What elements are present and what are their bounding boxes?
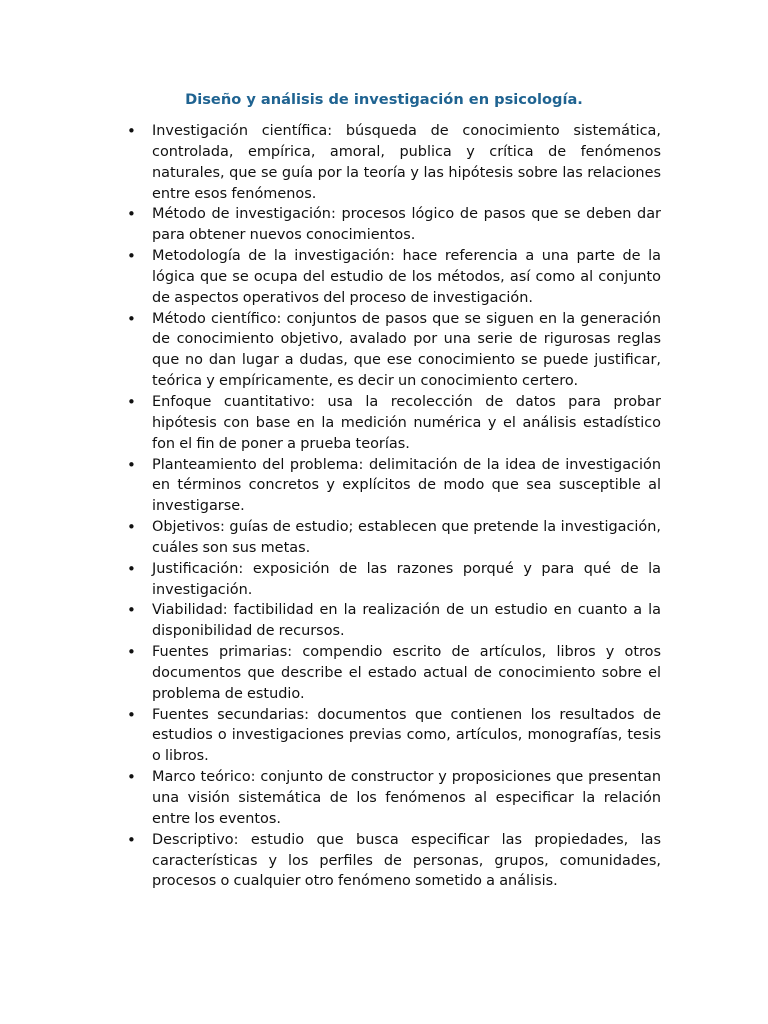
bullet-icon: • (127, 643, 136, 662)
bullet-icon: • (127, 830, 136, 849)
list-item-text: Descriptivo: estudio que busca especificar las propiedades, las características y los perfiles de personas, grupos, comunidades, procesos o cualquier otro fenómeno sometido a análisis. (152, 831, 661, 890)
bullet-icon: • (127, 559, 136, 578)
definition-list (127, 121, 661, 892)
list-item-text: Método científico: conjuntos de pasos que se siguen en la generación de conocimiento objetivo, avalado por una serie de rigurosas reglas que no dan lugar a dudas, que ese conocimiento se puede justificar, teórica y empíricamente, es decir un conocimiento certero. (152, 310, 661, 390)
list-item (127, 204, 661, 246)
list-item (127, 455, 661, 518)
list-item-text: Marco teórico: conjunto de constructor y proposiciones que presentan una visión sistemática de los fenómenos al especificar la relación entre los eventos. (152, 769, 661, 827)
list-item (127, 309, 661, 392)
list-item (127, 559, 661, 601)
list-item (127, 642, 661, 705)
list-item-text: Objetivos: guías de estudio; establecen que pretende la investigación, cuáles son sus metas. (152, 519, 661, 556)
list-item-text: Planteamiento del problema: delimitación de la idea de investigación en términos concretos y explícitos de modo que sea susceptible al investigarse. (152, 456, 661, 515)
bullet-icon: • (127, 455, 136, 474)
page-title: Diseño y análisis de investigación en psicología. (185, 91, 583, 108)
list-item-text: Metodología de la investigación: hace referencia a una parte de la lógica que se ocupa del estudio de los métodos, así como al conjunto de aspectos operativos del proceso de investigación. (152, 248, 661, 306)
bullet-icon: • (127, 518, 136, 537)
list-item (127, 705, 661, 768)
list-item-text: Fuentes secundarias: documentos que contienen los resultados de estudios o investigaciones previas como, artículos, monografías, tesis o libros. (152, 706, 661, 765)
bullet-icon: • (127, 122, 136, 140)
bullet-icon: • (127, 768, 136, 787)
list-item-text: Enfoque cuantitativo: usa la recolección de datos para probar hipótesis con base en la medición numérica y el análisis estadístico fon el fin de poner a prueba teorías. (152, 393, 661, 452)
bullet-icon: • (127, 392, 136, 411)
bullet-icon: • (127, 601, 136, 620)
list-item (127, 600, 661, 642)
list-item (127, 246, 661, 309)
list-item-text: Investigación científica: búsqueda de conocimiento sistemática, controlada, empírica, amoral, publica y crítica de fenómenos naturales, que se guía por la teoría y las hipótesis sobre las relaciones entre esos fenómenos. (152, 123, 661, 202)
list-item-text: Viabilidad: factibilidad en la realización de un estudio en cuanto a la disponibilidad de recursos. (152, 602, 661, 640)
bullet-icon: • (127, 705, 136, 724)
list-item (127, 121, 661, 204)
list-item-text: Justificación: exposición de las razones porqué y para qué de la investigación. (152, 560, 661, 598)
bullet-icon: • (127, 205, 136, 224)
list-item-text: Método de investigación: procesos lógico de pasos que se deben dar para obtener nuevos conocimientos. (152, 206, 661, 244)
list-item (127, 767, 661, 830)
bullet-icon: • (127, 309, 136, 328)
list-item-text: Fuentes primarias: compendio escrito de artículos, libros y otros documentos que describe el estado actual de conocimiento sobre el problema de estudio. (152, 644, 661, 702)
bullet-icon: • (127, 247, 136, 266)
list-item (127, 517, 661, 559)
list-item (127, 392, 661, 455)
list-item (127, 830, 661, 893)
